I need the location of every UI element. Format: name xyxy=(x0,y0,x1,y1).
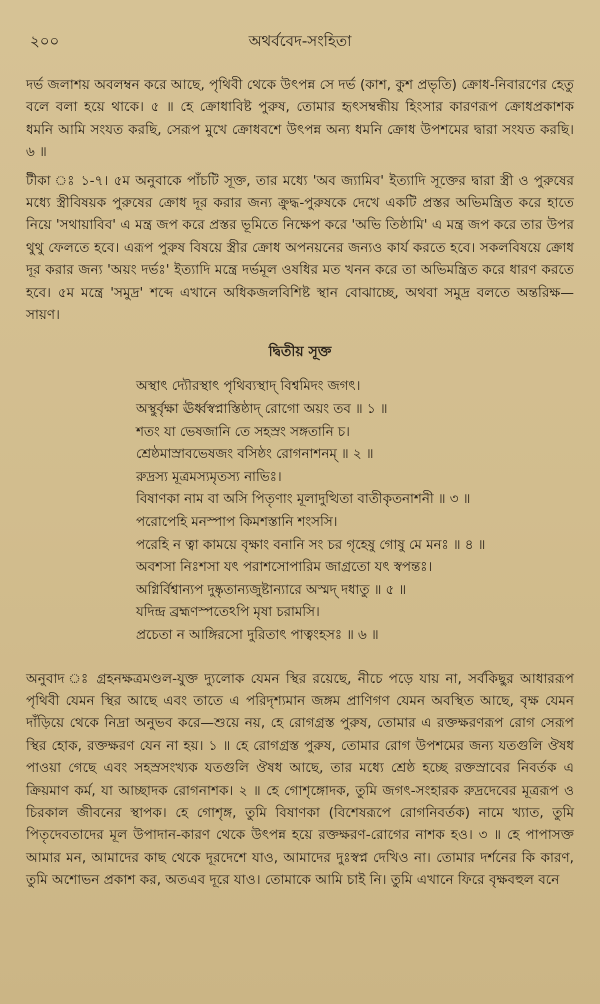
verse-line: প্রচেতা ন আঙ্গিরসো দুরিতাৎ পাত্বংহসঃ ॥ ৬ ॥ xyxy=(136,628,379,643)
verse-line: অবশসা নিঃশসা যৎ পরাশসোপারিম জাগ্রতো যৎ স্বপন্তঃ। xyxy=(136,560,433,576)
translation-paragraph: অনুবাদ ঃ গ্রহনক্ষত্রমণ্ডল-যুক্ত দ্যুলোক যেমন স্থির রয়েছে, নীচে পড়ে যায় না, সর্বকিছুর আধাররূপ পৃথিবী যেমন স্থির আছে এবং তাতে এ পরিদৃশ্যমান জঙ্গম প্রাণিগণ যেমন অবস্থিত আছে, বৃক্ষ যেমন দাঁড়িয়ে থেকে নিদ্রা অনুভব করে—শুয়ে নয়, হে রোগগ্রস্ত পুরুষ, তোমার এ রক্তক্ষরণরূপ রোগ সেরূপ স্থির হোক, রক্তক্ষরণ যেন না হয়। ১ ॥ হে রোগগ্রস্ত পুরুষ, তোমার রোগ উপশমের জন্য যতগুলি ঔষধ পাওয়া গেছে এবং সহস্রসংখ্যক যতগুলি ঔষধ আছে, তার মধ্যে শ্রেষ্ঠ হচ্ছে রক্তস্রাবের নিবর্তক এ ক্রিয়মাণ কর্ম, যা আচ্ছাদক রোগনাশক। ২ ॥ হে গোশৃঙ্গোদক, তুমি জগৎ-সংহারক রুদ্রদেবের মূত্ররূপ ও চিরকাল জীবনের স্থাপক। হে গোশৃঙ্গ, তুমি বিষাণকা (বিশেষরূপে রোগনিবর্তক) নামে খ্যাত, তুমি পিতৃদেবতাদের মূল উপাদান-কারণ থেকে উৎপন্ন হয়ে রক্তক্ষরণ-রোগের নাশক হও। ৩ ॥ হে পাপাসক্ত আমার মন, আমাদের কাছ থেকে দূরদেশে যাও, আমাদের দুঃস্বপ্ন দেখিও না। তোমার দর্শনের কি কারণ, তুমি অশোভন প্রকাশ কর, অতএব দূরে যাও। তোমাকে আমি চাই নি। তুমি এখানে ফিরে বৃক্ষবহুল বনে xyxy=(26,670,574,889)
intro-paragraph: দর্ভ জলাশয় অবলম্বন করে আছে, পৃথিবী থেকে উৎপন্ন সে দর্ভ (কাশ, কুশ প্রভৃতি) ক্রোধ-নিবারণের হেতু বলে বলা হয়ে থাকে। ৫ ॥ হে ক্রোধাবিষ্ট পুরুষ, তোমার হৃৎসম্বন্ধীয় হিংসার কারণরূপ ক্রোধপ্রকাশক ধমনি আমি সংযত করছি, সেরূপ মুখে ক্রোধবশে উৎপন্ন অন্য ধমনি ক্রোধ উপশমের দ্বারা সংযত করছি। ৬ ॥ xyxy=(26,77,574,161)
running-title: অথর্ববেদ-সংহিতা xyxy=(248,32,352,50)
verse-line: অগ্নির্বিশ্বান্যপ দুষ্কৃতান্যজুষ্টান্যারে অস্মদ্ দধাতু ॥ ৫ ॥ xyxy=(136,582,407,598)
verse-line: বিষাণকা নাম বা অসি পিতৃণাং মূলাদুত্থিতা বাতীকৃতনাশনী ॥ ৩ ॥ xyxy=(136,492,471,508)
commentary-paragraph: টীকা ঃ ১-৭। ৫ম অনুবাকে পাঁচটি সূক্ত, তার মধ্যে 'অব জ্যামিব' ইত্যাদি সূক্তের দ্বারা স্ত্রী ও পুরুষের মধ্যে স্ত্রীবিষয়ক পুরুষের ক্রোধ দূর করার জন্য ক্রুদ্ধ-পুরুষকে দেখে একটি প্রস্তর অভিমন্ত্রিত করে হাতে নিয়ে 'সথায়াবিব' এ মন্ত্র জপ করে প্রস্তর ভূমিতে নিক্ষেপ করে 'অভি তিষ্ঠামি' এ মন্ত্র জপ করে তার উপর থুথু ফেলতে হবে। এরূপ পুরুষ বিষয়ে স্ত্রীর ক্রোধ অপনয়নের জন্যও কার্য করতে হবে। সকলবিষয়ে ক্রোধ দূর করার জন্য 'অয়ং দর্ভঃ' ইত্যাদি মন্ত্রে দর্ভমূল ওষধির মত খনন করে তা অভিমন্ত্রিত করে ধারণ করতে হবে। ৫ম মন্ত্রে 'সমুদ্র' শব্দে এখানে অধিকজলবিশিষ্ট স্থান বোঝাচ্ছে, অথবা সমুদ্র বলতে অন্তরিক্ষ—সায়ণ। xyxy=(26,172,574,324)
sukta-heading: দ্বিতীয় সূক্ত xyxy=(268,344,332,361)
verse-line: পরেহি ন ত্বা কাময়ে বৃক্ষাং বনানি সং চর গৃহেষু গোষু মে মনঃ ॥ ৪ ॥ xyxy=(136,537,486,553)
page-header xyxy=(26,30,574,56)
verse-block xyxy=(26,376,574,647)
page-number: ২০০ xyxy=(30,32,60,50)
verse-line: পরোপেহি মনস্পাপ কিমশস্তানি শংসসি। xyxy=(136,515,338,531)
verse-line: রুদ্রস্য মূত্রমস্যমৃতস্য নাভিঃ। xyxy=(136,469,282,485)
verse-line: অস্থাৎ দ্যৌরস্থাৎ পৃথিব্যস্থাদ্ বিশ্বমিদং জগৎ। xyxy=(136,379,361,395)
verse-line: অস্থুর্বৃক্ষা ঊর্ধ্বস্বপ্নাস্তিষ্ঠাদ্ রোগো অয়ং তব ॥ ১ ॥ xyxy=(136,402,388,418)
verse-line: যদিন্দ্র ব্রহ্মণস্পতেঽপি মৃষা চরামসি। xyxy=(136,605,320,621)
verse-line: শতং যা ভেষজানি তে সহস্রং সঙ্গতানি চ। xyxy=(136,424,350,440)
verse-line: শ্রেষ্ঠমাস্রাবভেষজং বসিষ্ঠং রোগনাশনম্ ॥ ২ ॥ xyxy=(136,447,374,463)
